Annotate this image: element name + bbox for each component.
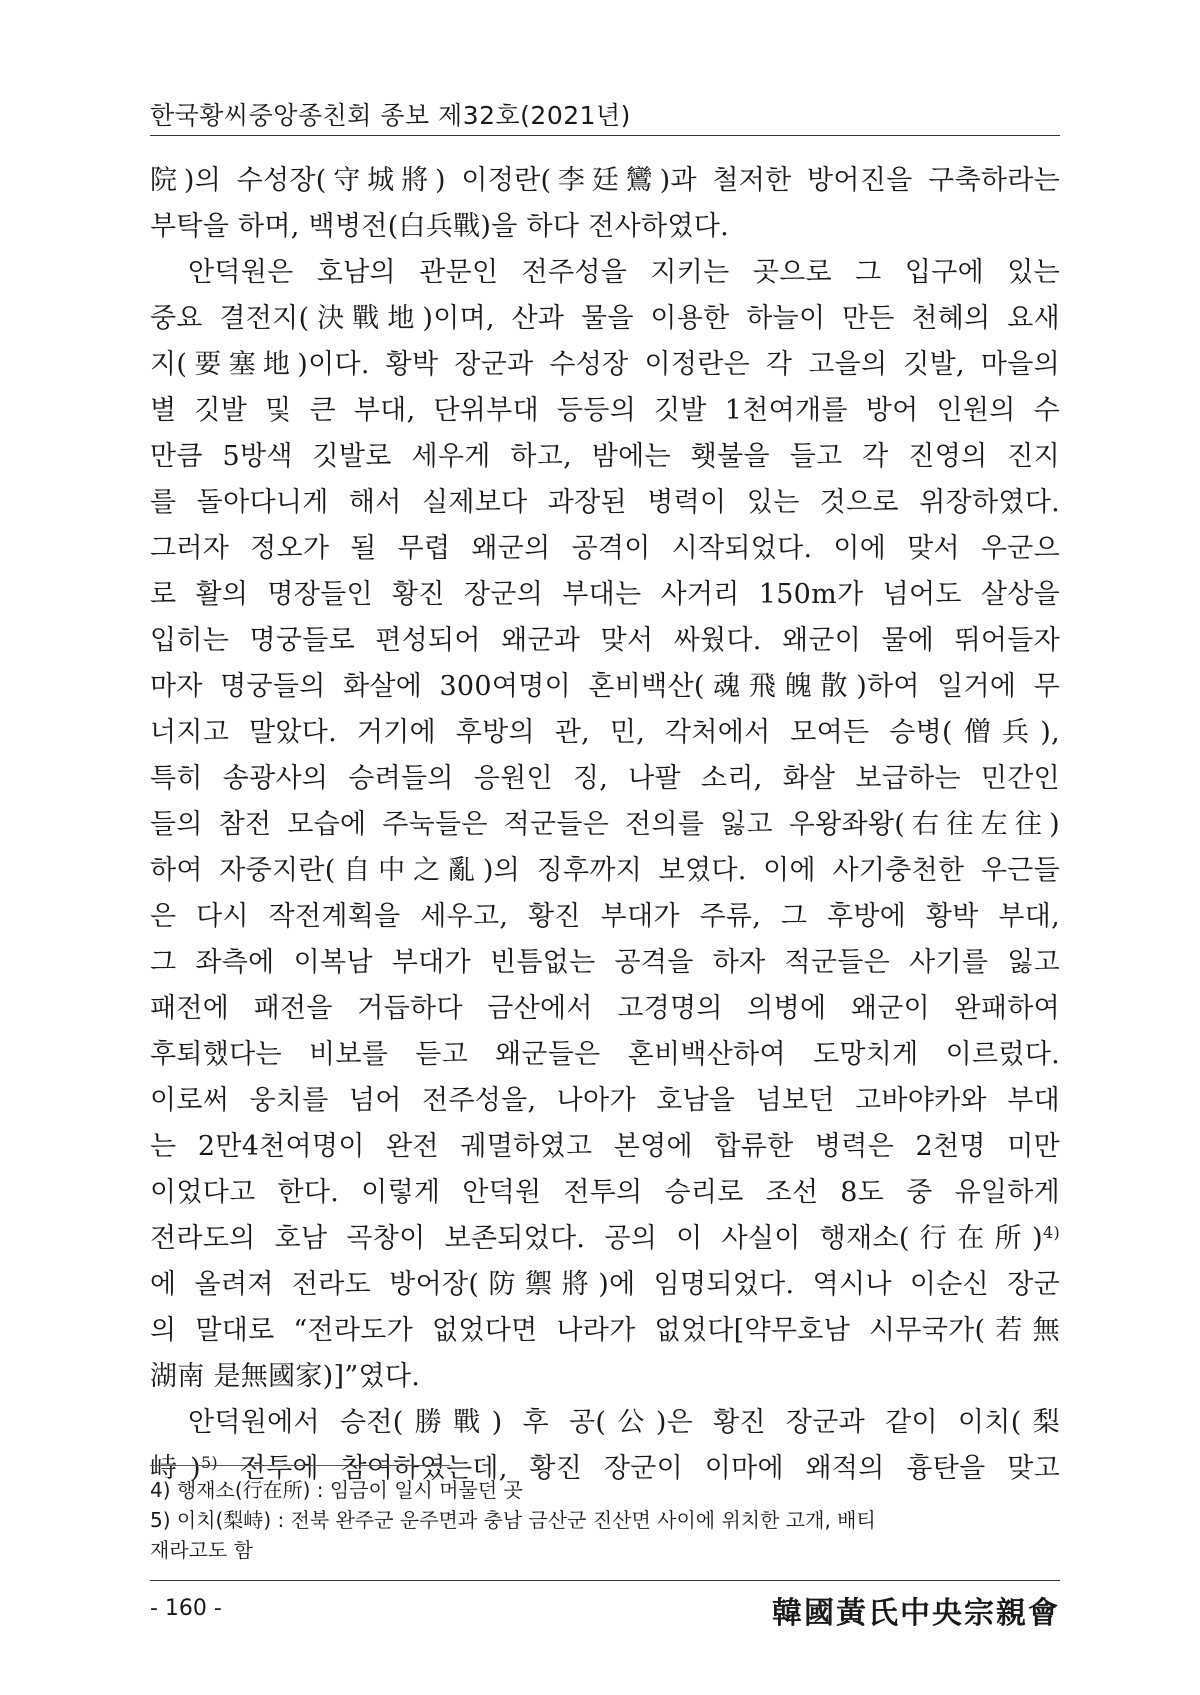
body-line — [150, 802, 1060, 848]
body-line-text: 는 2만4천여명이 완전 궤멸하였고 본영에 합류한 병력은 2천명 미만 — [150, 1131, 1060, 1162]
body-line — [150, 1354, 1060, 1400]
article-body — [150, 158, 1060, 1492]
body-line — [150, 710, 1060, 756]
page-header-title: 한국황씨중앙종친회 종보 제32호(2021년) — [150, 101, 631, 130]
body-line-text: 하여 자중지란(自中之亂)의 징후까지 보였다. 이에 사기충천한 우근들 — [150, 855, 1060, 886]
body-line — [150, 894, 1060, 940]
footnote-5-continued: 재라고도 함 — [150, 1538, 253, 1562]
body-line-text: 이로써 웅치를 넘어 전주성을, 나아가 호남을 넘보던 고바야카와 부대 — [150, 1085, 1060, 1116]
footnote-divider — [150, 1465, 450, 1466]
body-line — [150, 480, 1060, 526]
body-line — [150, 940, 1060, 986]
body-line-text: 특히 송광사의 승려들의 응원인 징, 나팔 소리, 화살 보급하는 민간인 — [150, 763, 1060, 794]
body-line-text: 그러자 정오가 될 무렵 왜군의 공격이 시작되었다. 이에 맞서 우군으 — [150, 533, 1060, 564]
body-line-text: 湖南 是無國家)]”였다. — [150, 1361, 421, 1392]
body-line-text: 너지고 말았다. 거기에 후방의 관, 민, 각처에서 모여든 승병(僧兵), — [150, 717, 1060, 748]
body-line-text: 후퇴했다는 비보를 듣고 왜군들은 혼비백산하여 도망치게 이르렀다. — [150, 1039, 1060, 1070]
body-line-text: 입히는 명궁들로 편성되어 왜군과 맞서 싸웠다. 왜군이 물에 뛰어들자 — [150, 625, 1060, 656]
body-line-text: 의 말대로 “전라도가 없었다면 나라가 없었다[약무호남 시무국가(若無 — [150, 1315, 1060, 1346]
body-line — [150, 434, 1060, 480]
body-line-text: 패전에 패전을 거듭하다 금산에서 고경명의 의병에 왜군이 완패하여 — [150, 993, 1060, 1024]
body-line — [150, 1124, 1060, 1170]
body-line — [150, 618, 1060, 664]
body-line-text: 안덕원에서 승전(勝戰) 후 공(公)은 황진 장군과 같이 이치(梨 — [188, 1407, 1060, 1438]
body-line — [150, 1216, 1060, 1262]
body-line-text: 은 다시 작전계획을 세우고, 황진 부대가 주류, 그 후방에 황박 부대, — [150, 901, 1060, 932]
body-line — [150, 296, 1060, 342]
body-line — [150, 250, 1060, 296]
body-line-text: 전라도의 호남 곡창이 보존되었다. 공의 이 사실이 행재소(行在所) — [150, 1223, 1043, 1254]
body-line — [150, 1078, 1060, 1124]
header-divider — [150, 135, 1060, 136]
body-line-text: 로 활의 명장들인 황진 장군의 부대는 사거리 150m가 넘어도 살상을 — [150, 579, 1060, 610]
body-line — [150, 1262, 1060, 1308]
footnote-marker: 5) — [200, 1453, 218, 1472]
body-line — [150, 1170, 1060, 1216]
body-line — [150, 572, 1060, 618]
body-line — [150, 756, 1060, 802]
page-number: - 160 - — [150, 1596, 222, 1621]
body-line-text: 에 올려져 전라도 방어장(防禦將)에 임명되었다. 역시나 이순신 장군 — [150, 1269, 1060, 1300]
body-line — [150, 664, 1060, 710]
body-line — [150, 1308, 1060, 1354]
footnotes — [150, 1475, 1060, 1565]
body-line — [150, 848, 1060, 894]
body-line-text: 그 좌측에 이복남 부대가 빈틈없는 공격을 하자 적군들은 사기를 잃고 — [150, 947, 1060, 978]
body-line-text-continued: 전투에 참여하였는데, 황진 장군이 이마에 왜적의 흉탄을 맞고 — [217, 1453, 1060, 1484]
body-line-text: 이었다고 한다. 이렇게 안덕원 전투의 승리로 조선 8도 중 유일하게 — [150, 1177, 1060, 1208]
footnote-marker: 4) — [1042, 1223, 1060, 1242]
body-line-text: 마자 명궁들의 화살에 300여명이 혼비백산(魂飛魄散)하여 일거에 무 — [150, 671, 1060, 702]
body-line-text: 별 깃발 및 큰 부대, 단위부대 등등의 깃발 1천여개를 방어 인원의 수 — [150, 395, 1060, 426]
body-line — [150, 158, 1060, 204]
body-line — [150, 388, 1060, 434]
body-line — [150, 986, 1060, 1032]
body-line-text: 안덕원은 호남의 관문인 전주성을 지키는 곳으로 그 입구에 있는 — [188, 257, 1060, 288]
body-line-text: 만큼 5방색 깃발로 세우게 하고, 밤에는 횃불을 들고 각 진영의 진지 — [150, 441, 1060, 472]
body-line — [150, 1400, 1060, 1446]
body-line-text: 중요 결전지(決戰地)이며, 산과 물을 이용한 하늘이 만든 천혜의 요새 — [150, 303, 1060, 334]
footer-divider — [150, 1580, 1060, 1581]
body-line-text: 院)의 수성장(守城將) 이정란(李廷鸞)과 철저한 방어진을 구축하라는 — [150, 165, 1060, 196]
footnote-5: 5) 이치(梨峙) : 전북 완주군 운주면과 충남 금산군 진산면 사이에 위치한 고개, 배티 — [150, 1508, 876, 1532]
body-line-text: 들의 참전 모습에 주눅들은 적군들은 전의를 잃고 우왕좌왕(右往左往) — [150, 809, 1060, 840]
footnote-4: 4) 행재소(行在所) : 임금이 일시 머물던 곳 — [150, 1478, 523, 1502]
body-line-text: 부탁을 하며, 백병전(白兵戰)을 하다 전사하였다. — [150, 211, 729, 242]
body-line — [150, 342, 1060, 388]
body-line-text: 를 돌아다니게 해서 실제보다 과장된 병력이 있는 것으로 위장하였다. — [150, 487, 1060, 518]
body-line — [150, 204, 1060, 250]
body-line — [150, 1032, 1060, 1078]
body-line-text: 峙) — [150, 1453, 201, 1484]
body-line — [150, 526, 1060, 572]
body-line-text: 지(要塞地)이다. 황박 장군과 수성장 이정란은 각 고을의 깃발, 마을의 — [150, 349, 1060, 380]
organization-logo: 韓國黃氏中央宗親會 — [772, 1596, 1060, 1631]
